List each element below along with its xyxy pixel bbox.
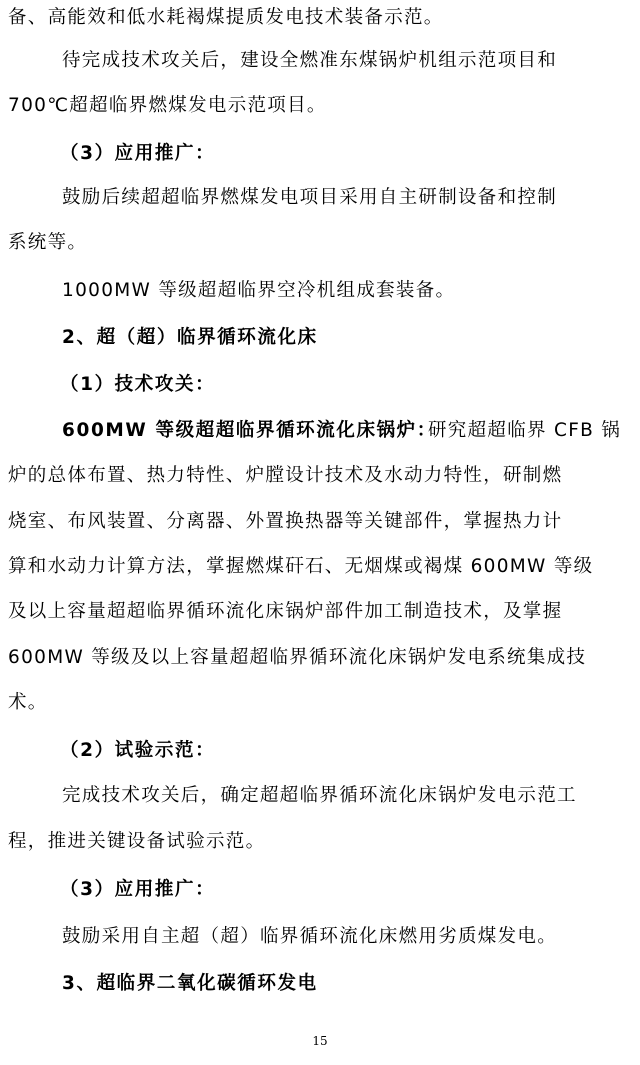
text-line	[0, 964, 640, 1004]
body-text: 系统等。	[8, 232, 88, 253]
text-line	[0, 178, 640, 218]
text-line	[0, 917, 640, 957]
text-line	[0, 822, 640, 862]
text-line	[0, 223, 640, 263]
text-line	[0, 638, 640, 678]
subsection-heading: （1）技术攻关：	[60, 374, 216, 395]
body-text: 鼓励后续超超临界燃煤发电项目采用自主研制设备和控制	[62, 187, 558, 208]
term-lead: 600MW 等级超超临界循环流化床锅炉：	[62, 420, 437, 441]
body-text: 600MW 等级及以上容量超超临界循环流化床锅炉发电系统集成技	[8, 647, 587, 668]
body-text: 鼓励采用自主超（超）临界循环流化床燃用劣质煤发电。	[62, 926, 558, 947]
body-text: 完成技术攻关后，确定超超临界循环流化床锅炉发电示范工	[62, 785, 577, 806]
text-line	[0, 731, 640, 771]
body-text: 及以上容量超超临界循环流化床锅炉部件加工制造技术，及掌握	[8, 601, 563, 622]
text-line	[0, 134, 640, 174]
text-line	[0, 456, 640, 496]
text-line	[0, 870, 640, 910]
body-text: 程，推进关键设备试验示范。	[8, 831, 266, 852]
text-line	[0, 318, 640, 358]
text-line	[0, 0, 640, 38]
text-line	[0, 683, 640, 723]
text-line	[0, 41, 640, 81]
section-heading: 3、超临界二氧化碳循环发电	[62, 973, 318, 994]
body-text: 700℃超超临界燃煤发电示范项目。	[8, 95, 327, 116]
text-line	[0, 411, 640, 451]
text-line	[0, 592, 640, 632]
body-text: 备、高能效和低水耗褐煤提质发电技术装备示范。	[8, 7, 444, 28]
subsection-heading: （3）应用推广：	[60, 143, 216, 164]
body-text: 术。	[8, 692, 48, 713]
body-text: 烧室、布风装置、分离器、外置换热器等关键部件，掌握热力计	[8, 511, 563, 532]
body-text: 待完成技术攻关后，建设全燃准东煤锅炉机组示范项目和	[62, 50, 558, 71]
section-heading: 2、超（超）临界循环流化床	[62, 327, 318, 348]
text-line	[0, 502, 640, 542]
body-text: 1000MW 等级超超临界空冷机组成套装备。	[62, 280, 456, 301]
body-text: 研究超超临界 CFB 锅	[428, 420, 622, 441]
body-text: 算和水动力计算方法，掌握燃煤矸石、无烟煤或褐煤 600MW 等级	[8, 556, 594, 577]
subsection-heading: （2）试验示范：	[60, 740, 216, 761]
text-line	[0, 547, 640, 587]
text-line	[0, 365, 640, 405]
body-text: 炉的总体布置、热力特性、炉膛设计技术及水动力特性，研制燃	[8, 465, 563, 486]
text-line	[0, 271, 640, 311]
page-number: 15	[312, 1034, 328, 1048]
subsection-heading: （3）应用推广：	[60, 879, 216, 900]
text-line	[0, 86, 640, 126]
text-line	[0, 776, 640, 816]
